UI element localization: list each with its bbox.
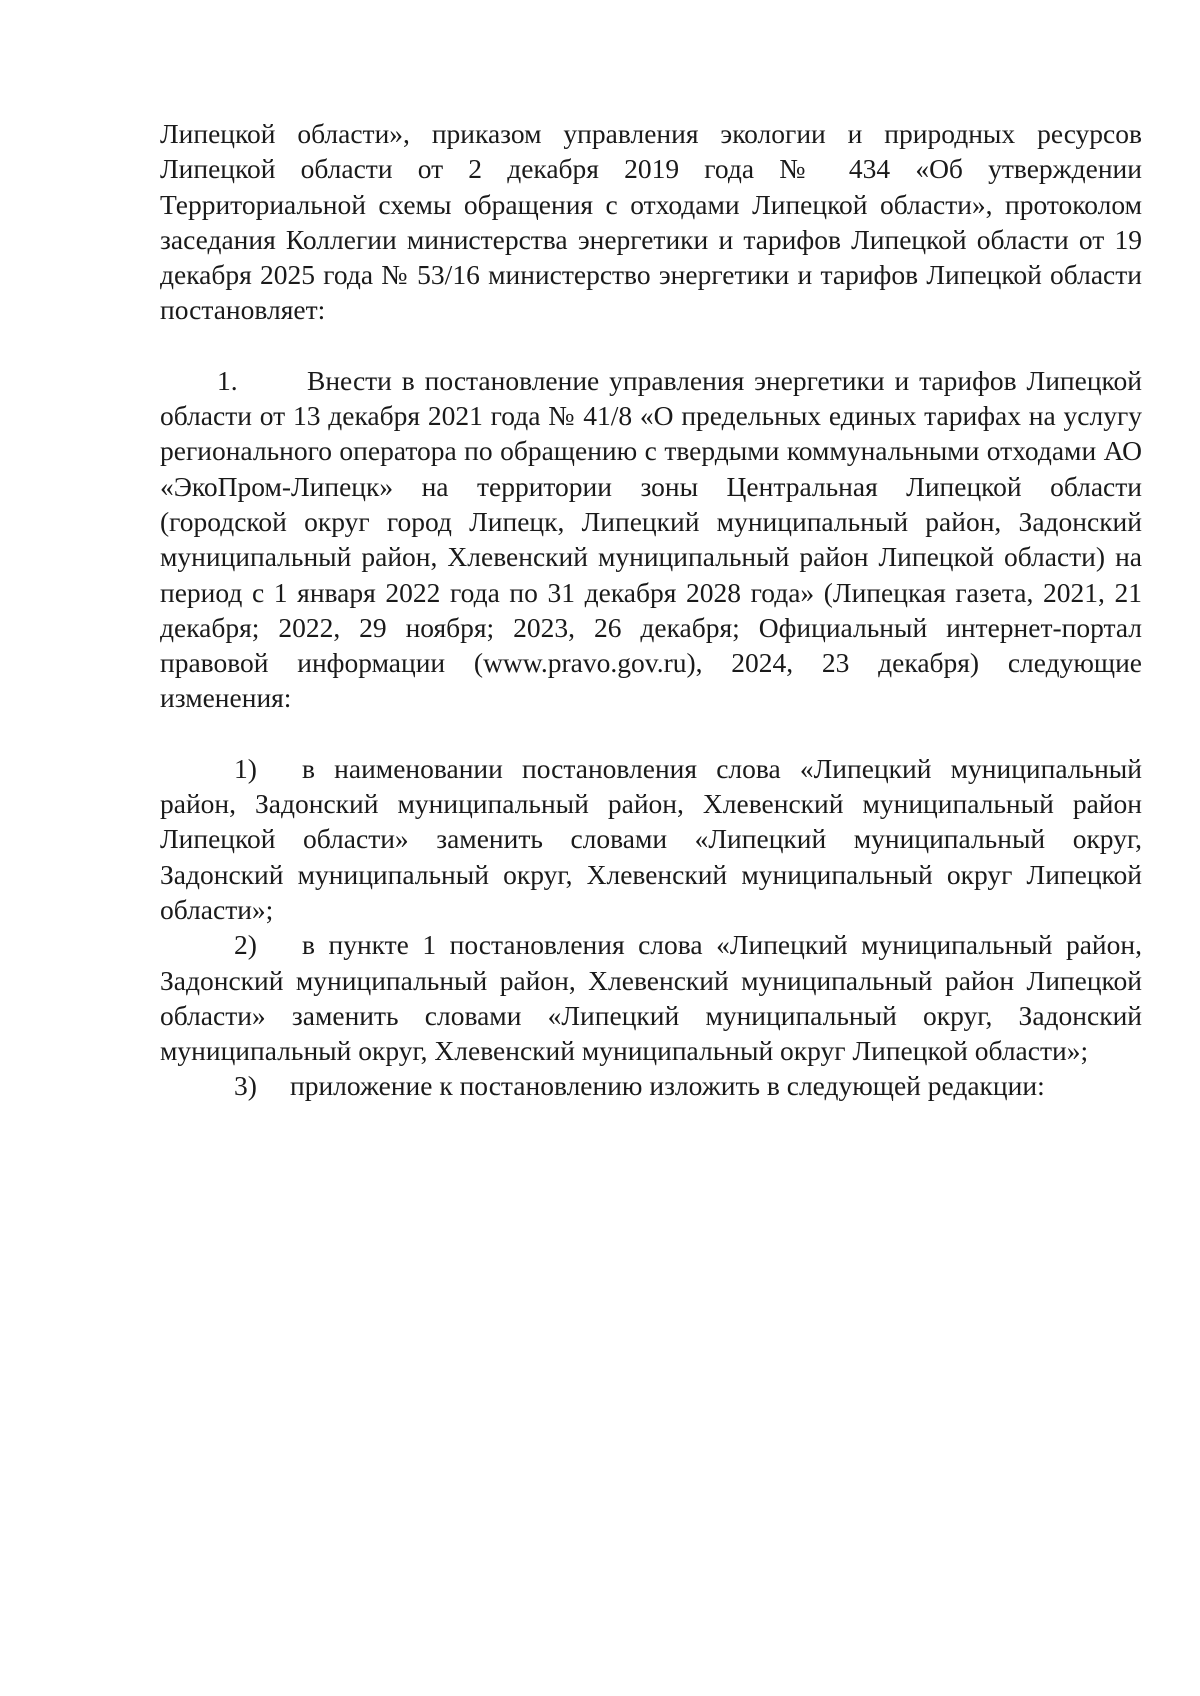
subitem-1-number: 1) [234, 752, 257, 784]
document-body [160, 116, 1142, 1104]
intro-paragraph: Липецкой области», приказом управления экологии и природных ресурсов Липецкой области от 2 декабря 2019 года № 434 «Об утверждении Территориальной схемы обращения с отходами Липецкой области», протоколом заседания Коллегии министерства энергетики и тарифов Липецкой области от 19 декабря 2025 года № 53/16 министерство энергетики и тарифов Липецкой области постановляет: [160, 118, 1142, 326]
item-1-number: 1. [217, 364, 238, 396]
subitem-2-text: в пункте 1 постановления слова «Липецкий муниципальный район, Задонский муниципальный район, Хлевенский муниципальный район Липецкой области» заменить словами «Липецкий муниципальный округ, Задонский муниципальный округ, Хлевенский муниципальный округ Липецкой области»; [160, 929, 1142, 1067]
subitem-1-paragraph [160, 751, 1142, 927]
subitem-2-paragraph [160, 927, 1142, 1068]
item-1-text: Внести в постановление управления энергетики и тарифов Липецкой области от 13 декабря 2021 года № 41/8 «О предельных единых тарифах на услугу регионального оператора по обращению с твердыми коммунальными отходами АО «ЭкоПром-Липецк» на территории зоны Центральная Липецкой области (городской округ город Липецк, Липецкий муниципальный район, Задонский муниципальный район, Хлевенский муниципальный район Липецкой области) на период с 1 января 2022 года по 31 декабря 2028 года» (Липецкая газета, 2021, 21 декабря; 2022, 29 ноября; 2023, 26 декабря; Официальный интернет-портал правовой информации (www.pravo.gov.ru), 2024, 23 декабря) следующие изменения: [160, 364, 1142, 714]
subitem-3-number: 3) [234, 1070, 257, 1102]
subitem-2-number: 2) [234, 929, 257, 961]
subitem-1-text: в наименовании постановления слова «Липецкий муниципальный район, Задонский муниципальный район, Хлевенский муниципальный район Липецкой области» заменить словами «Липецкий муниципальный округ, Задонский муниципальный округ, Хлевенский муниципальный округ Липецкой области»; [160, 752, 1142, 925]
item-1-paragraph [160, 363, 1142, 716]
subitem-3-text: приложение к постановлению изложить в следующей редакции: [290, 1070, 1045, 1102]
subitem-3-paragraph [160, 1068, 1142, 1103]
